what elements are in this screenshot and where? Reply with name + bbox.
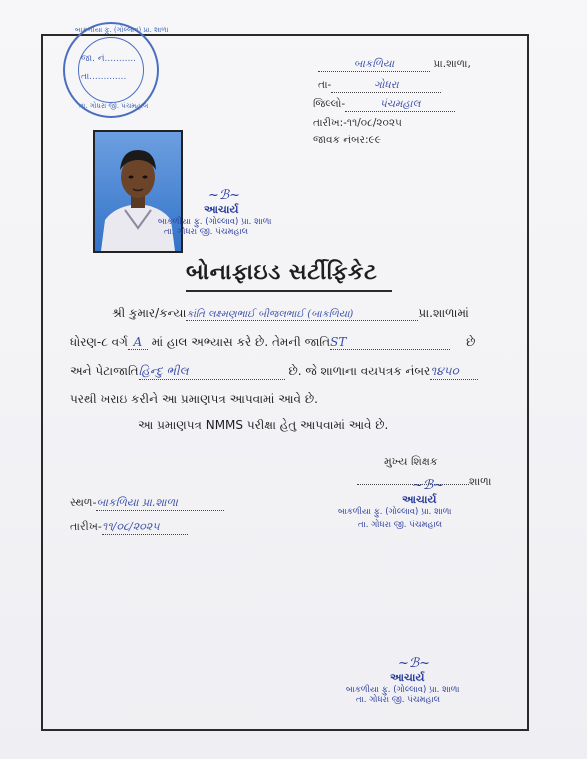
school-seal	[63, 22, 169, 118]
principal-stamp-footer	[338, 478, 452, 530]
footer-date-line	[70, 520, 188, 535]
bottom-stamp-role: આચાર્ય	[390, 671, 425, 684]
seal-text-bottom: તા. ગોધરા જી. પંચમહાલ	[79, 102, 149, 110]
body-l3-mid: છે. જે શાળાના વયપત્રક નંબર	[288, 364, 431, 378]
student-name: કાંતિ લક્ષ્મણભાઈ બીજલભાઈ (બાકળિયા)	[186, 309, 354, 320]
address-taluka-prefix: તા-	[318, 79, 332, 91]
body-l1-suffix: પ્રા.શાળામાં	[418, 306, 469, 320]
seal-inner-ring	[78, 37, 144, 103]
body-line-5: આ પ્રમાણપત્ર NMMS પરીક્ષા હેતુ આપવામાં આવે છે.	[138, 418, 389, 432]
footer-signature: ~ℬ~	[412, 478, 445, 493]
address-taluka	[318, 79, 441, 93]
address-taluka-hand: ગોધરા	[374, 79, 399, 91]
footer-stamp-line1: બાકળીયા ફુ. (ગોલ્લાવ) પ્રા. શાળા	[338, 507, 452, 517]
seal-text-top: બાકળીયા ફુ. (ગોલ્લાવ) પ્રા. શાળા	[75, 26, 169, 34]
seal-ta: તા.............	[81, 72, 127, 82]
principal-stamp-top	[158, 188, 271, 237]
signature-mark: ~ℬ~	[208, 188, 241, 203]
address-school-hand: બાકળિયા	[353, 58, 395, 70]
address-date: તારીખ:-૧૧/૦૮/૨૦૨૫	[313, 117, 402, 129]
school-word: શાળા	[469, 475, 492, 488]
bottom-stamp-line1: બાકળીયા ફુ. (ગોલ્લાવ) પ્રા. શાળા	[346, 685, 460, 695]
footer-stamp-role: આચાર્ય	[402, 493, 437, 506]
address-district-hand: પંચમહાલ	[379, 98, 421, 110]
body-l2-prefix: ધોરણ-૮ વર્ગ	[70, 335, 128, 349]
footer-date-hand: ૧૧/૦૮/૨૦૨૫	[101, 520, 160, 533]
stamp-role: આચાર્ય	[204, 203, 239, 216]
body-line-4: પરથી ખરાઇ કરીને આ પ્રમાણપત્ર આપવામાં આવે છે.	[70, 392, 318, 406]
bottom-stamp-line2: તા. ગોધરા જી. પંચમહાલ	[356, 695, 441, 705]
body-l3-prefix: અને પેટાજાતિ	[70, 364, 139, 378]
place-prefix: સ્થળ-	[70, 496, 97, 509]
subcaste-value: હિન્દુ ભીલ	[138, 364, 189, 378]
place-hand: બાકળિયા પ્રા.શાળા	[96, 496, 178, 509]
footer-stamp-line2: તા. ગોધરા જી. પંચમહાલ	[358, 520, 443, 530]
class-division: A	[133, 335, 143, 349]
stamp-line1: બાકળીયા ફુ. (ગોલ્લાવ) પ્રા. શાળા	[158, 217, 272, 227]
address-school	[318, 58, 471, 72]
body-l2-suffix: છે	[466, 335, 476, 349]
body-l1-prefix: શ્રી કુમાર/કન્યા	[112, 306, 187, 320]
body-line-1	[112, 306, 469, 321]
address-district	[313, 98, 455, 112]
caste-value: ST	[330, 335, 347, 349]
stamp-line2: તા. ગોધરા જી. પંચમહાલ	[164, 227, 249, 237]
principal-stamp-bottom	[346, 656, 460, 705]
place-line	[70, 496, 224, 511]
footer-date-prefix: તારીખ-	[70, 520, 102, 533]
head-teacher-label: મુખ્ય શિક્ષક	[384, 455, 438, 468]
certificate-title: બોનાફાઇડ સર્ટીફિકેટ	[186, 260, 378, 285]
body-l2-mid: માં હાલ અભ્યાસ કરે છે. તેમની જાતિ	[151, 335, 331, 349]
address-district-prefix: જિલ્લો-	[313, 98, 346, 110]
address-school-suffix: પ્રા.શાળા,	[433, 58, 471, 70]
body-line-2	[70, 335, 475, 350]
seal-jano: જા. નં...........	[81, 54, 137, 64]
outward-number: જાવક નંબર:૯૯	[313, 134, 381, 146]
body-line-3	[70, 364, 478, 380]
register-number: ૧૪૫૦	[430, 364, 459, 378]
bottom-signature: ~ℬ~	[398, 656, 431, 671]
title-underline	[186, 290, 392, 292]
